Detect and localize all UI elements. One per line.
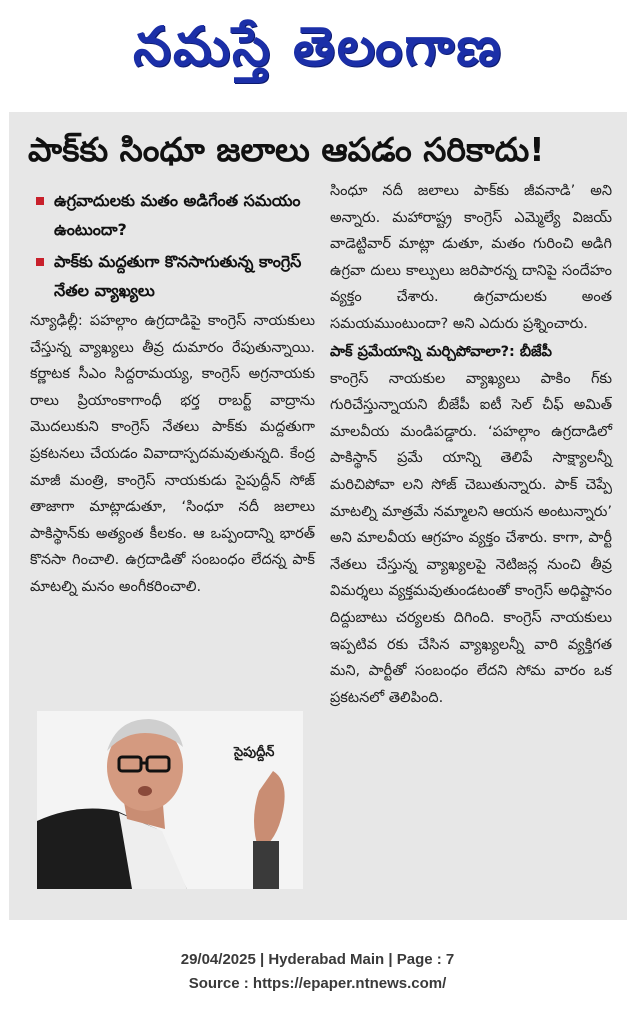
article-subhead: పాక్‌ ప్రమేయాన్ని మర్చిపోవాలా?: బీజేపీ <box>330 343 552 360</box>
article-photo <box>37 711 303 889</box>
footer-source-line: Source : https://epaper.ntnews.com/ <box>188 975 447 992</box>
left-column <box>30 186 315 601</box>
bullet-point <box>30 247 315 305</box>
article-headline: పాక్‌కు సింధూ జలాలు ఆపడం సరికాదు! <box>28 130 545 169</box>
photo-caption: సైపుద్దీన్‌ <box>234 745 275 760</box>
bullet-square-icon <box>36 258 44 266</box>
portrait-image <box>37 711 303 889</box>
bullet-text: ఉగ్రవాదులకు మతం అడిగేంత సమయం ఉంటుందా? <box>54 191 301 239</box>
right-body-text-2: కాంగ్రెస్‌ నాయకుల వ్యాఖ్యలు పాకిం గ్‌కు గురిచేస్తున్నాయని బీజేపీ ఐటీ సెల్‌ చీఫ్‌ అమిత్‌ మాలవీయ మండిపడ్డారు. ‘పహల్గాం ఉగ్రదాడిలో పాకిస్థాన్‌ ప్రమే యాన్ని తెలిపే సాక్ష్యాలన్నీ మరిచిపోవా లని సోజ్‌ చెబుతున్నారు. పాక్‌ చెప్పే మాటల్ని మాత్రమే నమ్మాలని ఆయన అంటున్నారు’ అని మాలవీయ ఆగ్రహం వ్యక్తం చేశారు. కాగా, పార్టీ నేతలు చేస్తున్న వ్యాఖ్యలపై నెటిజన్ల నుంచి తీవ్ర విమర్శలు వ్యక్తమవుతుండటంతో కాంగ్రెస్‌ అధిష్టానం దిద్దుబాటు చర్యలకు దిగింది. కాంగ్రెస్‌ నాయకులు ఇప్పటివ రకు చేసిన వ్యాఖ్యలన్నీ వారి వ్యక్తిగత మని, పార్టీతో సంబంధం లేదని సోమ వారం ఒక ప్రకటనలో తెలిపింది. <box>330 370 612 706</box>
footer-date-line: 29/04/2025 | Hyderabad Main | Page : 7 <box>180 951 455 968</box>
left-body-text: న్యూఢిల్లీ: పహల్గాం ఉగ్రదాడిపై కాంగ్రెస్‌ నాయకులు చేస్తున్న వ్యాఖ్యలు తీవ్ర దుమారం రేపుతున్నాయి. కర్ణాటక సీఎం సిద్దరామయ్య, కాంగ్రెస్‌ అగ్రనాయకు రాలు ప్రియాంకాగాంధీ భర్త రాబర్ట్‌ వాద్రాను మొదలుకుని కాంగ్రెస్‌ నేతలు పాక్‌కు మద్దతుగా ప్రకటనలు చేయడం వివాదాస్పదమవుతున్నది. కేంద్ర మాజీ మంత్రి, కాంగ్రెస్‌ నాయకుడు సైపుద్దీన్‌ సోజ్‌ తాజాగా మాట్లాడుతూ, ‘సింధూ నదీ జలాలు పాకిస్థాన్‌కు అత్యంత కీలకం. ఆ ఒప్పందాన్ని భారత్‌ కొనసా గించాలి. ఉగ్రదాడితో సంబంధం లేదన్న పాక్‌ మాటల్ని మనం అంగీకరించాలి. <box>30 313 315 595</box>
right-column <box>330 178 612 711</box>
right-body-text-1: సింధూ నదీ జలాలు పాక్‌కు జీవనాడి’ అని అన్నారు. మహారాష్ట్ర కాంగ్రెస్‌ ఎమ్మెల్యే విజయ్‌ వాడెట్టివార్‌ మాట్లా డుతూ, మతం గురించి అడిగి ఉగ్రవా దులు కాల్పులు జరిపారన్న దానిపై సందేహం వ్యక్తం చేశారు. ఉగ్రవాదులకు అంత సమయముంటుందా? అని ఎదురు ప్రశ్నించారు. <box>330 183 612 332</box>
bullet-text: పాక్‌కు మద్దతుగా కొనసాగుతున్న కాంగ్రెస్‌ నేతల వ్యాఖ్యలు <box>54 252 302 300</box>
bullet-square-icon <box>36 197 44 205</box>
masthead <box>0 0 635 100</box>
newspaper-logo: నమస్తే తెలంగాణ <box>133 14 503 78</box>
bullet-point <box>30 186 315 244</box>
